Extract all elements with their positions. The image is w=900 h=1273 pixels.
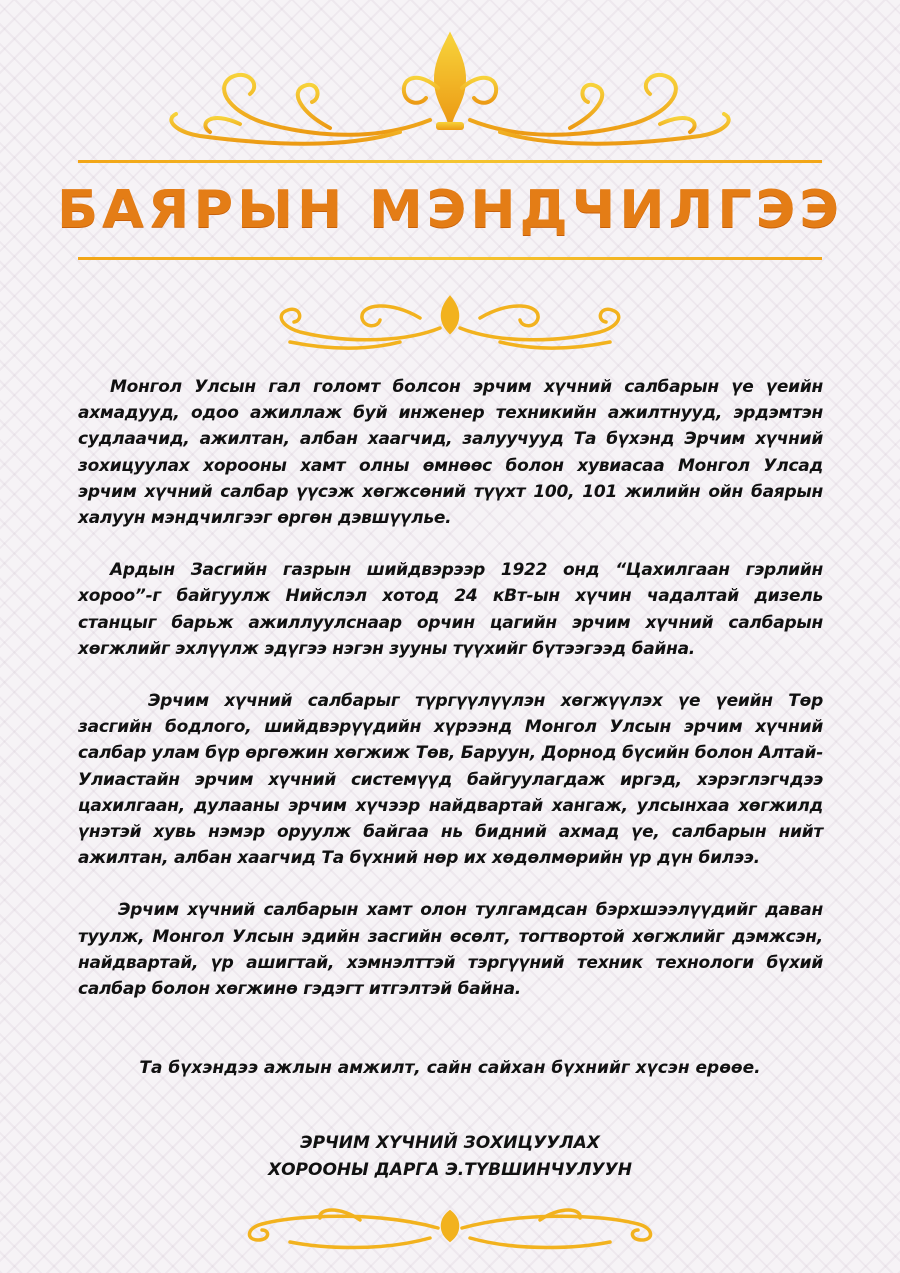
- paragraph-3: Эрчим хүчний салбарыг түргүүлүүлэн хөгжүүлэх үе үеийн Төр засгийн бодлого, шийдвэрүүдийн хүрээнд Монгол Улсын эрчим хүчний салбар улам бүр өргөжин хөгжиж Төв, Баруун, Дорнод бүсийн болон Алтай-Улиастайн эрчим хүчний системүүд байгуулагдаж иргэд, хэрэглэгчдээ цахилгаан, дулааны эрчим хүчээр найдвартай хангаж, улсынхаа хөгжилд үнэтэй хувь нэмэр оруулж байгаа нь бидний ахмад үе, салбарын нийт ажилтан, албан хаагчид Та бүхний нөр их хөдөлмөрийн үр дүн билээ.: [78, 691, 823, 869]
- paragraph-4: Эрчим хүчний салбарын хамт олон тулгамдсан бэрхшээлүүдийг даван туулж, Монгол Улсын эдийн засгийн өсөлт, тогтвортой хөгжлийг дэмжсэн, найдвартай, үр ашигтай, хэмнэлттэй тэргүүний техник технологи бүхий салбар болон хөгжинө гэдэгт итгэлтэй байна.: [78, 900, 823, 1000]
- signature-line-2: ХОРООНЫ ДАРГА Э.ТҮВШИНЧУЛУУН: [267, 1160, 632, 1180]
- bottom-flourish-ornament-icon: [0, 1198, 900, 1256]
- closing-wish: Та бүхэндээ ажлын амжилт, сайн сайхан бүхнийг хүсэн ерөөе.: [139, 1058, 761, 1078]
- title-bottom-rule: [78, 257, 822, 260]
- paragraph-2: Ардын Засгийн газрын шийдвэрээр 1922 онд “Цахилгаан гэрлийн хороо”-г байгуулж Нийслэл хотод 24 кВт-ын хүчин чадалтай дизель станцыг барьж ажиллуулснаар орчин цагийн эрчим хүчний салбарын хөгжлийг эхлүүлж эдүгээ нэгэн зууны түүхийг бүтээгээд байна.: [78, 560, 823, 659]
- top-fleur-de-lis-ornament-icon: [0, 28, 900, 153]
- message-body: [78, 374, 823, 1028]
- flourish-ornament-icon: [0, 292, 900, 352]
- title-top-rule: [78, 160, 822, 163]
- signature-line-1: ЭРЧИМ ХҮЧНИЙ ЗОХИЦУУЛАХ: [300, 1133, 600, 1153]
- signature-block: [0, 1130, 900, 1184]
- paragraph-1: Монгол Улсын гал голомт болсон эрчим хүчний салбарын үе үеийн ахмадууд, одоо ажиллаж буй инженер техникийн ажилтнууд, эрдэмтэн судлаачид, ажилтан, албан хаагчид, залуучууд Та бүхэнд Эрчим хүчний зохицуулах хорооны хамт олны өмнөөс болон хувиасаа Монгол Улсад эрчим хүчний салбар үүсэж хөгжсөний түүхт 100, 101 жилийн ойн баярын халуун мэндчилгээг өргөн дэвшүүлье.: [78, 377, 823, 529]
- page-title: БАЯРЫН МЭНДЧИЛГЭЭ: [56, 179, 844, 240]
